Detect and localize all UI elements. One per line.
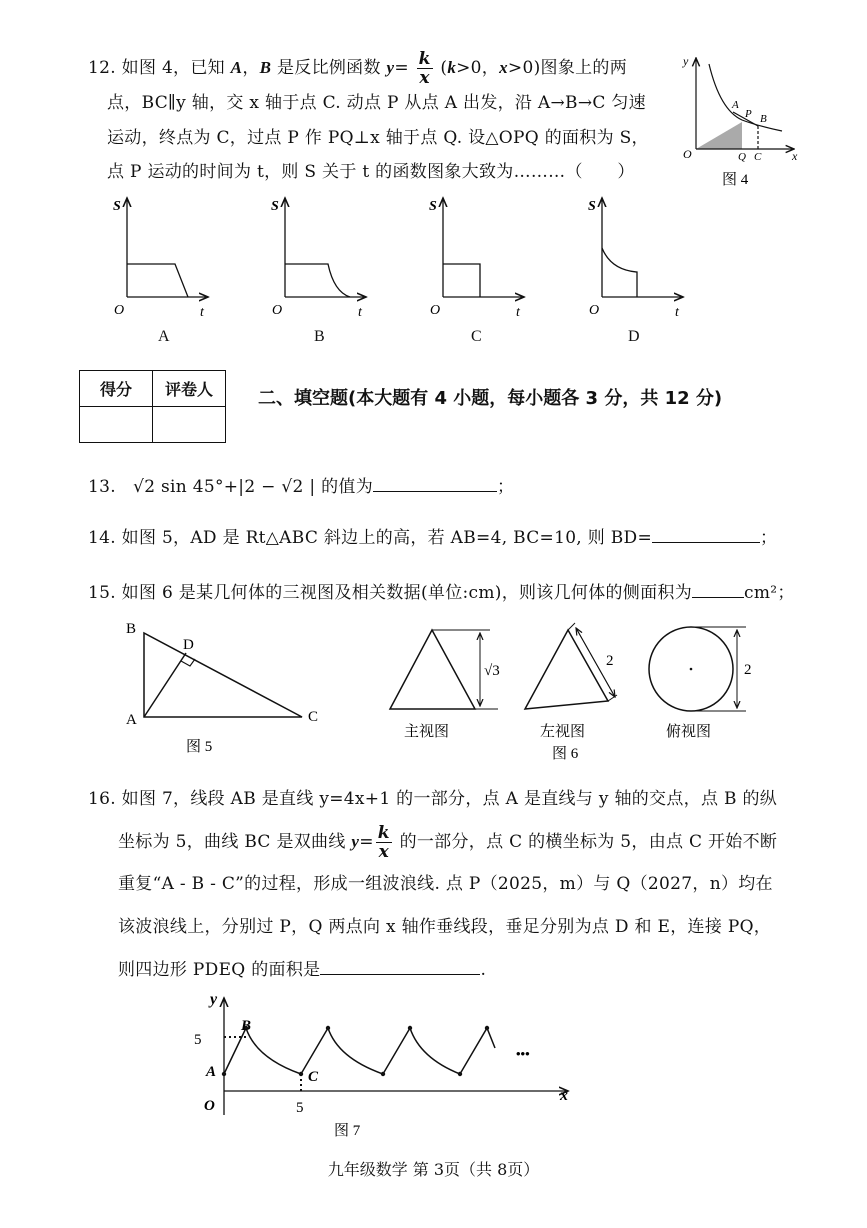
figure-5 bbox=[118, 615, 338, 760]
fig6-front-dim: √3 bbox=[484, 663, 500, 679]
question-13: 13. √2 sin 45°+|2 − √2 | 的值为 ； bbox=[88, 470, 514, 504]
grader-cell[interactable] bbox=[153, 407, 226, 443]
option-c-t-label: t bbox=[516, 305, 520, 320]
fig7-label-c: C bbox=[308, 1069, 319, 1085]
fig7-label-x: x bbox=[560, 1087, 568, 1104]
figure-7 bbox=[188, 990, 588, 1145]
fig5-label-d: D bbox=[183, 637, 194, 653]
fig4-label-y: y bbox=[683, 54, 689, 68]
fig4-caption: 图 4 bbox=[722, 172, 749, 188]
fig7-label-y5: 5 bbox=[194, 1032, 202, 1048]
grader-header: 评卷人 bbox=[153, 371, 226, 407]
fig7-peak-2 bbox=[326, 1026, 330, 1030]
fig7-label-a: A bbox=[206, 1064, 217, 1080]
figure-6 bbox=[380, 615, 780, 765]
q12-fraction: $\frac{k}{x}$ bbox=[418, 49, 431, 88]
option-a-graph bbox=[100, 192, 215, 322]
q12-line-3: 运动，终点为 C，过点 P 作 PQ⊥x 轴于点 Q. 设△OPQ 的面积为 S， bbox=[107, 128, 649, 148]
q16-line-2: 坐标为 5，曲线 BC 是双曲线 y= $\frac{k}{x}$ 的一部分，点 C 的横坐标为 5，由点 C 开始不断 bbox=[118, 823, 778, 862]
fig5-triangle bbox=[144, 633, 302, 717]
q12-line-4: 点 P 运动的时间为 t，则 S 关于 t 的函数图象大致为………（ ） bbox=[107, 162, 635, 182]
fig7-peak-3 bbox=[408, 1026, 412, 1030]
fig7-wave-line bbox=[224, 1028, 495, 1074]
fig6-front-caption: 主视图 bbox=[404, 724, 450, 740]
option-d-curve bbox=[602, 248, 637, 297]
q13-answer-blank[interactable] bbox=[373, 473, 497, 492]
option-c-label[interactable]: C bbox=[471, 328, 482, 345]
figure-4 bbox=[676, 52, 806, 192]
q16-line-3: 重复“A - B - C”的过程，形成一组波浪线. 点 P（2025，m）与 Q（2027，n）均在 bbox=[118, 874, 773, 894]
fig7-peak-4 bbox=[485, 1026, 489, 1030]
q16-line-5: 则四边形 PDEQ 的面积是 . bbox=[118, 953, 486, 987]
option-c-s-label: S bbox=[429, 199, 437, 214]
fig5-label-b: B bbox=[126, 621, 137, 637]
fig6-left-caption: 左视图 bbox=[540, 724, 586, 740]
option-b-label[interactable]: B bbox=[314, 328, 325, 345]
fig7-label-b: B bbox=[241, 1018, 252, 1034]
q16-line-1: 16. 如图 7，线段 AB 是直线 y=4x+1 的一部分，点 A 是直线与 y 轴的交点，点 B 的纵 bbox=[88, 789, 778, 809]
option-b-graph bbox=[258, 192, 373, 322]
q13-expression: √2 sin 45°+|2 − √2 | bbox=[133, 477, 316, 497]
q12-line-1: 12. 如图 4，已知 A，B 是反比例函数 y= $\frac{k}{x}$ (k>0，x>0)图象上的两 bbox=[88, 49, 628, 88]
fig7-label-o: O bbox=[204, 1098, 215, 1114]
section-title: 二、填空题(本大题有 4 小题，每小题各 3 分，共 12 分) bbox=[258, 388, 723, 409]
option-b-s-label: S bbox=[271, 199, 279, 214]
fig7-point-a bbox=[222, 1072, 226, 1076]
fig6-left-dim: 2 bbox=[606, 653, 614, 669]
fig4-label-a: A bbox=[732, 99, 739, 111]
question-14: 14. 如图 5，AD 是 Rt△ABC 斜边上的高，若 AB=4, BC=10, 则 BD= ； bbox=[88, 521, 777, 555]
option-d-graph bbox=[575, 192, 690, 322]
fig7-trough-2 bbox=[381, 1072, 385, 1076]
score-cell[interactable] bbox=[80, 407, 153, 443]
fig4-label-x: x bbox=[792, 149, 798, 163]
q15-answer-blank[interactable] bbox=[692, 579, 744, 598]
option-b-t-label: t bbox=[358, 305, 362, 320]
q12-line-2: 点，BC∥y 轴，交 x 轴于点 C. 动点 P 从点 A 出发，沿 A→B→C 匀速 bbox=[107, 93, 646, 113]
fig5-altitude-ad bbox=[144, 653, 186, 717]
fig7-point-c bbox=[299, 1072, 303, 1076]
fig7-label-y: y bbox=[210, 991, 218, 1008]
option-a-o-label: O bbox=[114, 303, 125, 318]
fig4-label-c: C bbox=[754, 151, 762, 163]
score-table bbox=[79, 370, 226, 443]
fig7-trough-3 bbox=[458, 1072, 462, 1076]
option-c-o-label: O bbox=[430, 303, 441, 318]
option-a-label[interactable]: A bbox=[158, 328, 170, 345]
question-15: 15. 如图 6 是某几何体的三视图及相关数据(单位:cm)，则该几何体的侧面积为 cm²； bbox=[88, 576, 795, 610]
fig4-label-b: B bbox=[760, 113, 767, 125]
fig6-front-view bbox=[390, 630, 475, 709]
option-d-o-label: O bbox=[589, 303, 600, 318]
fig4-shaded-triangle bbox=[696, 122, 742, 149]
fig7-ellipsis: ••• bbox=[516, 1046, 530, 1061]
q16-line-4: 该波浪线上，分别过 P，Q 两点向 x 轴作垂线段，垂足分别为点 D 和 E，连接 PQ， bbox=[118, 917, 772, 937]
fig6-caption: 图 6 bbox=[552, 746, 579, 762]
fig6-left-ext-top bbox=[568, 623, 575, 630]
fig6-left-view bbox=[525, 630, 608, 709]
fig6-top-caption: 俯视图 bbox=[666, 724, 712, 740]
fig5-label-c: C bbox=[308, 709, 319, 725]
score-header: 得分 bbox=[80, 371, 153, 407]
fig7-label-x5: 5 bbox=[296, 1100, 304, 1116]
option-a-s-label: S bbox=[113, 199, 121, 214]
fig4-label-o: O bbox=[683, 147, 692, 161]
page-footer: 九年级数学 第 3页（共 8页） bbox=[327, 1160, 540, 1179]
fig5-label-a: A bbox=[126, 712, 137, 728]
fig6-top-center-dot bbox=[690, 668, 693, 671]
q14-answer-blank[interactable] bbox=[652, 524, 760, 543]
option-a-t-label: t bbox=[200, 305, 204, 320]
option-d-s-label: S bbox=[588, 199, 596, 214]
option-c-graph bbox=[416, 192, 531, 322]
option-d-label[interactable]: D bbox=[628, 328, 640, 345]
fig5-right-angle-mark bbox=[181, 659, 195, 666]
fig5-caption: 图 5 bbox=[186, 739, 213, 755]
fig4-label-q: Q bbox=[738, 151, 746, 163]
fig7-caption: 图 7 bbox=[334, 1123, 361, 1139]
fig4-label-p: P bbox=[745, 108, 752, 120]
fig6-top-dim: 2 bbox=[744, 662, 752, 678]
option-b-o-label: O bbox=[272, 303, 283, 318]
q16-fraction: $\frac{k}{x}$ bbox=[377, 823, 390, 862]
fig6-left-ext-bottom bbox=[608, 695, 617, 701]
q16-answer-blank[interactable] bbox=[320, 956, 480, 975]
option-c-curve bbox=[443, 264, 480, 297]
option-a-curve bbox=[127, 264, 188, 297]
option-b-curve bbox=[285, 264, 350, 297]
option-d-t-label: t bbox=[675, 305, 679, 320]
fig4-hyperbola bbox=[709, 64, 782, 131]
